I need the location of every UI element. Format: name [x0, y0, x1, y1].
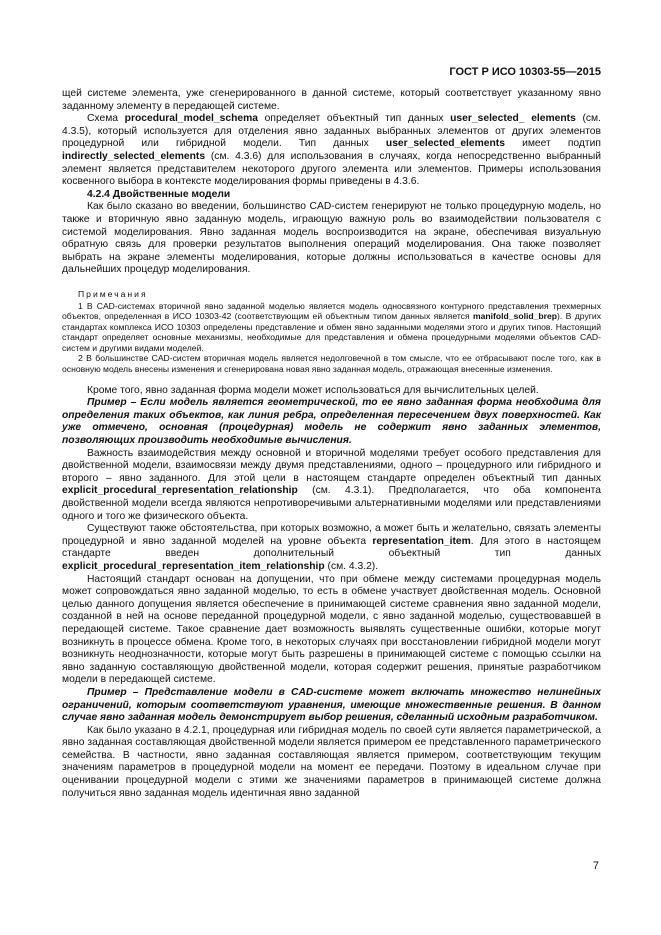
example-cad-constraints: Пример – Представление модели в CAD-системе может включать множество нелинейных ограничений, которым соответствуют уравнения, имеющие множественные решения. В данном случае явно заданная модель демонстрирует выбор решения, сделанный исходным разработчиком.: [62, 686, 601, 724]
standard-header: ГОСТ Р ИСО 10303-55—2015: [449, 66, 601, 78]
paragraph-computational: Кроме того, явно заданная форма модели может использоваться для вычислительных целей.: [87, 384, 539, 396]
paragraph-parametric: Как было указано в 4.2.1, процедурная или гибридная модель по своей сути является параметрической, а явно заданная составляющая двойственной модели является примером ее представленного параметрического семейства. В частности, явно заданная составляющая является примером, соответствующим текущим значениям параметров в процедурной модели на момент ее передачи. Поэтому в идеальном случае при оценивании процедурной модели с этими же значениями параметров в принимающей системе должна получиться явно заданная модель идентичная явно заданной: [62, 724, 601, 799]
paragraph-schema: Схема procedural_model_schema определяет объектный тип данных user_selected_ elements (см. 4.3.5), который используется для отделения явно заданных выбранных элементов от других элементов процедурной или гибридной модели. Тип данных user_selected_elements имеет подтип indirectly_selected_elements (см. 4.3.6) для использования в случаях, когда непосредственно выбранный элемент является представителем некоторого другого элемента или элементов. Примеры использования косвенного выбора в контексте моделирования формы приведены в 4.3.6.: [62, 113, 602, 188]
notes-title: Примечания: [78, 288, 148, 299]
paragraph-assumption: Настоящий стандарт основан на допущении, что при обмене между системами процедурная модель может сопровождаться явно заданной моделью, то есть в обмене участвует двойственная модель. Основной целью данного допущения является обеспечение в принимающей системе сравнения явно заданной модели, созданной в ней на основе переданной процедурной модели, с явно заданной моделью, существовавшей в передающей системе. Такое сравнение дает возможность выявлять существенные ошибки, которые могут возникнуть в процессе обмена. Кроме того, в некоторых случаях при восстановлении гибридной модели могут возникнуть неоднозначности, которые могут быть разрешены в принимающей системе с помощью ссылки на явно заданную составляющую двойственной модели, которая содержит решения, принятые разработчиком модели в передающей системе.: [62, 573, 601, 686]
page-number: 7: [592, 860, 599, 872]
term-representation-item: representation_item: [372, 535, 471, 547]
term-indirectly-selected-elements: indirectly_selected_elements: [62, 150, 206, 162]
term-manifold-solid-brep: manifold_solid_brep: [473, 311, 558, 322]
term-explicit-procedural-representation-item-relationship: explicit_procedural_representation_item_relationship: [62, 560, 325, 572]
notes-block: [62, 289, 601, 375]
term-explicit-procedural-representation-relationship: explicit_procedural_representation_relationship: [62, 485, 298, 497]
paragraph-interaction: Важность взаимодействия между основной и вторичной моделями требует особого представления для двойственной модели, взаимосвязи между двумя представлениями, одного – процедурного или гибридного и второго – явно заданного. Для этой цели в настоящем стандарте определен объектный тип данных explicit_procedural_representation_relationship (см. 4.3.1). Предполагается, что оба компонента двойственной модели всегда являются непротиворечивыми альтернативными моделями или представлениями одного и того же физического объекта.: [62, 447, 601, 522]
note-1: 1 В CAD-системах вторичной явно заданной моделью является модель односвязного контурного представления трехмерных объектов, определенная в ИСО 10303-42 (соответствующим ей объектным типом данных является manifold_solid_brep). В других стандартах комплекса ИСО 10303 определены представление и обмен явно заданными моделями этого и других типов. Настоящий стандарт определяет основные механизмы, необходимые для представления и обмена процедурными моделями объектов CAD-систем и другими видами моделей.: [62, 300, 602, 353]
paragraph-dual-models: Как было сказано во введении, большинство CAD-систем генерируют не только процедурную модель, но также и вторичную явно заданную модель, играющую важную роль во взаимодействии пользователя с системой моделирования. Явно заданная модель воспроизводится на экране, обеспечивая визуальную обратную связь для проверки результатов выполнения операций моделирования. Она также позволяет выбрать на экране элементы моделирования, которые должны использоваться в качестве основы для дальнейших процедур моделирования.: [62, 201, 601, 276]
page-body: [62, 88, 601, 800]
term-user-selected-elements: user_selected_ elements: [450, 113, 576, 125]
example-geometric: Пример – Если модель является геометрической, то ее явно заданная форма необходима для определения таких объектов, как линия ребра, определенная пересечением двух поверхностей. Как уже отмечено, основная (процедурная) модель не содержит явно заданных элементов, позволяющих производить необходимые вычисления.: [62, 397, 601, 447]
section-title: 4.2.4 Двойственные модели: [87, 188, 231, 200]
term-procedural-model-schema: procedural_model_schema: [124, 113, 258, 125]
note-2: 2 В большинстве CAD-систем вторичная модель является недолговечной в том смысле, что ее отбрасывают после того, как в основную модель внесены изменения и сгенерирована новая явно заданная модель, отражающая внесенные изменения.: [62, 353, 601, 375]
paragraph-continuation: щей системе элемента, уже сгенерированного в данной системе, который соответствует указанному явно заданному элементу в передающей системе.: [62, 88, 601, 112]
paragraph-circumstances: Существуют также обстоятельства, при которых возможно, а может быть и желательно, связать элементы процедурной и явно заданной моделей на уровне объекта representation_item. Для этого в настоящем стандарте введен дополнительный объектный тип данных explicit_procedural_representation_item_relationship (см. 4.3.2).: [62, 523, 601, 572]
term-user-selected-elements-2: user_selected_elements: [385, 138, 505, 150]
